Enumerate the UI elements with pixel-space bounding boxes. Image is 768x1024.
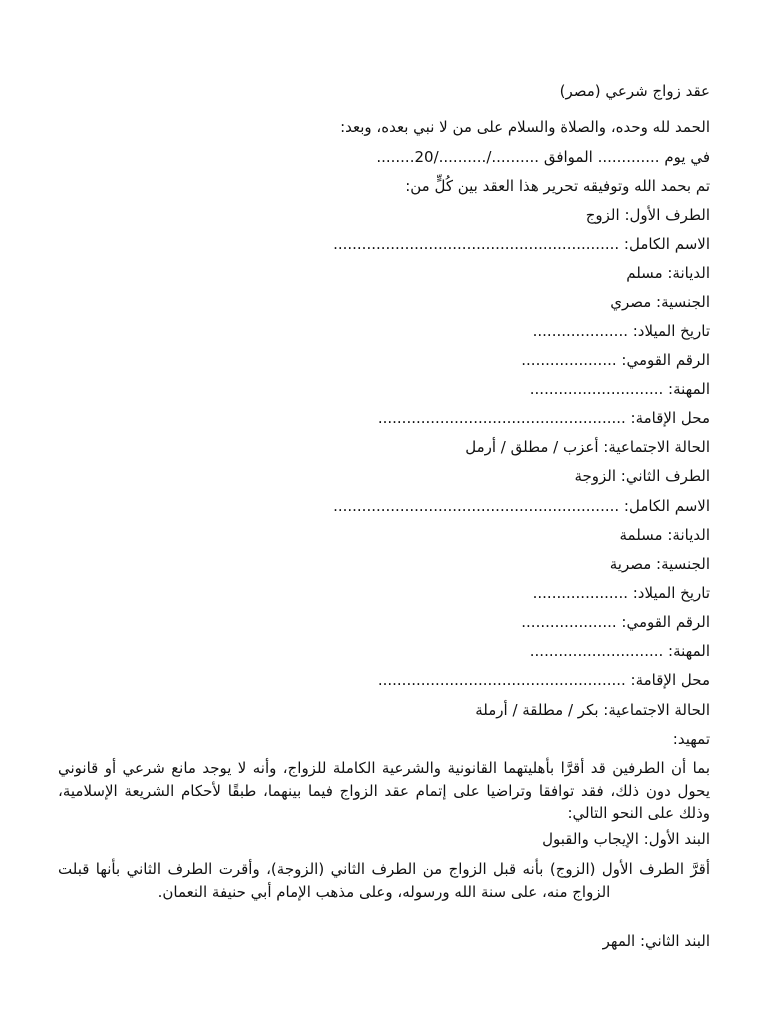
intro-line: تم بحمد الله وتوفيقه تحرير هذا العقد بين كُلٍّ من: [405,177,710,195]
party2-full-name: الاسم الكامل: ............................................................ [333,497,710,515]
party2-nationality: الجنسية: مصرية [609,555,710,573]
party1-marital-status: الحالة الاجتماعية: أعزب / مطلق / أرمل [465,438,710,456]
party2-religion: الديانة: مسلمة [619,526,710,544]
party1-heading: الطرف الأول: الزوج [585,206,710,224]
party2-residence: محل الإقامة: .................................................... [377,671,710,689]
party2-heading: الطرف الثاني: الزوجة [574,467,710,485]
party1-national-id: الرقم القومي: .................... [521,351,710,369]
clause2-heading: البند الثاني: المهر [602,932,710,950]
party1-nationality: الجنسية: مصري [610,293,710,311]
party2-marital-status: الحالة الاجتماعية: بكر / مطلقة / أرملة [475,701,710,719]
party1-full-name: الاسم الكامل: ............................................................ [333,235,710,253]
party2-profession: المهنة: ............................ [529,642,710,660]
party1-birth-date: تاريخ الميلاد: .................... [532,322,710,340]
preamble-paragraph: بما أن الطرفين قد أقرَّا بأهليتهما القانونية والشرعية الكاملة للزواج، وأنه لا يوجد مانع شرعي أو قانوني يحول دون ذلك، فقد توافقا وتراضيا على إتمام عقد الزواج فيما بينهما، طبقًا لأحكام الشريعة الإسلامية، وذلك على النحو التالي: [58,759,710,822]
date-line: في يوم ............. الموافق ........../........../20........ [376,148,710,166]
document-title: عقد زواج شرعي (مصر) [559,82,710,100]
party2-national-id: الرقم القومي: .................... [521,613,710,631]
party1-profession: المهنة: ............................ [529,380,710,398]
party1-residence: محل الإقامة: .................................................... [377,409,710,427]
preamble-heading: تمهيد: [672,730,710,748]
clause1-heading: البند الأول: الإيجاب والقبول [542,830,710,848]
clause1-paragraph: أقرَّ الطرف الأول (الزوج) بأنه قبل الزواج من الطرف الثاني (الزوجة)، وأقرت الطرف الثاني بأنها قبلت الزواج منه، على سنة الله ورسوله، وعلى مذهب الإمام أبي حنيفة النعمان. [58,860,710,901]
opening-line: الحمد لله وحده، والصلاة والسلام على من لا نبي بعده، وبعد: [340,118,710,136]
party1-religion: الديانة: مسلم [626,264,710,282]
party2-birth-date: تاريخ الميلاد: .................... [532,584,710,602]
